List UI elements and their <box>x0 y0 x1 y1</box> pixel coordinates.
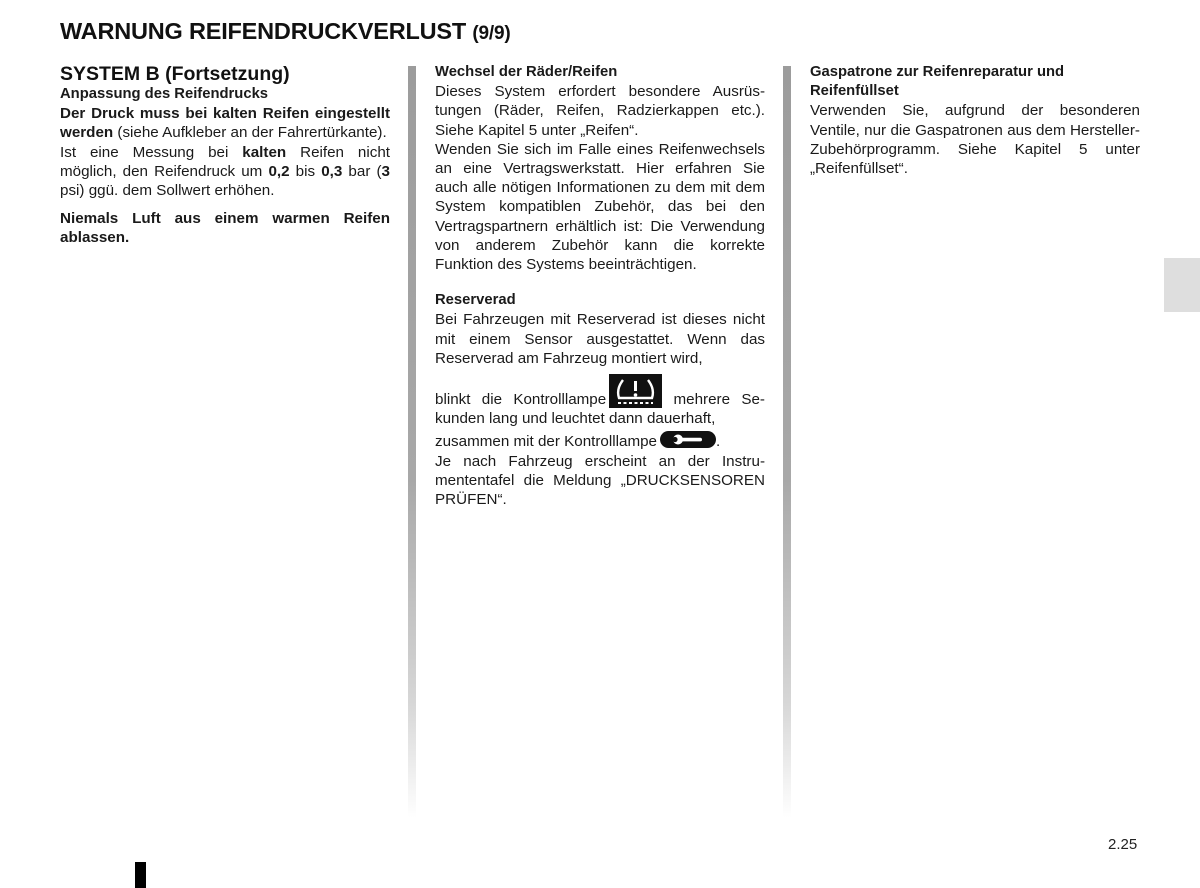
paragraph-gas-cartridge: Verwenden Sie, aufgrund der besonderen Ventile, nur die Gaspatronen aus dem Hersteller-Zubehörprogramm. Siehe Kapitel 5 unter „Reifenfüllset“. <box>810 102 1140 178</box>
paragraph-lamp-service: zusammen mit der Kontrolllampe . <box>435 433 721 451</box>
column-left <box>60 63 390 248</box>
subheading-wheel-change: Wechsel der Räder/Reifen <box>435 64 618 80</box>
column-divider-right <box>783 66 791 818</box>
paragraph-pressure-increase: Ist eine Messung bei kalten Reifen nicht möglich, den Reifendruck um 0,2 bis 0,3 bar (3 psi) ggü. dem Sollwert erhöhen. <box>60 143 390 200</box>
paragraph-equipment: Dieses System erfordert besondere Ausrüstungen (Räder, Reifen, Radzierkappen etc.). Siehe Kapitel 5 unter „Reifen“. <box>435 83 765 139</box>
column-middle <box>435 63 765 509</box>
paragraph-lamp-blink: blinkt die Kontrolllampe mehrere Sekunden lang und leuchtet dann dauerhaft, <box>435 374 765 428</box>
page-title: WARNUNG REIFENDRUCKVERLUST (9/9) <box>60 18 511 44</box>
page-title-part: (9/9) <box>472 23 511 44</box>
column-divider-left <box>408 66 416 818</box>
tire-pressure-warning-icon <box>609 374 662 408</box>
subheading-spare-wheel: Reserverad <box>435 292 516 309</box>
section-heading: SYSTEM B (Fortsetzung) <box>60 63 290 85</box>
paragraph-spare-wheel: Bei Fahrzeugen mit Reserverad ist dieses nicht mit einem Sensor ausgestattet. Wenn das Reserverad am Fahrzeug montiert wird, <box>435 311 765 367</box>
paragraph-cold-tires: Der Druck muss bei kalten Reifen eingestellt werden (siehe Aufkleber an der Fahrertürkante). <box>60 105 390 142</box>
column-right <box>810 63 1140 178</box>
wrench-service-icon <box>660 431 716 448</box>
paragraph-dashboard-message: Je nach Fahrzeug erscheint an der Instrumententafel die Meldung „DRUCKSENSOREN PRÜFEN“. <box>435 452 765 509</box>
page-number: 2.25 <box>1108 836 1138 853</box>
paragraph-warning: Niemals Luft aus einem warmen Reifen ablassen. <box>60 210 390 247</box>
subheading-tire-pressure: Anpassung des Reifendrucks <box>60 86 269 102</box>
subheading-gas-cartridge: Gaspatrone zur Reifenreparatur und Reifenfüllset <box>810 64 1065 100</box>
chapter-tab <box>1164 258 1200 312</box>
paragraph-workshop: Wenden Sie sich im Falle eines Reifenwechsels an eine Vertragswerkstatt. Hier erfahren Sie auch alle nötigen Informationen zu dem mit dem System kompatiblen Zubehör, das bei den Vertragspartnern erhältlich ist: Die Verwendung von anderem Zubehör kann die korrekte Funktion des Systems beeinträchtigen. <box>435 140 765 274</box>
crop-mark <box>135 862 146 888</box>
